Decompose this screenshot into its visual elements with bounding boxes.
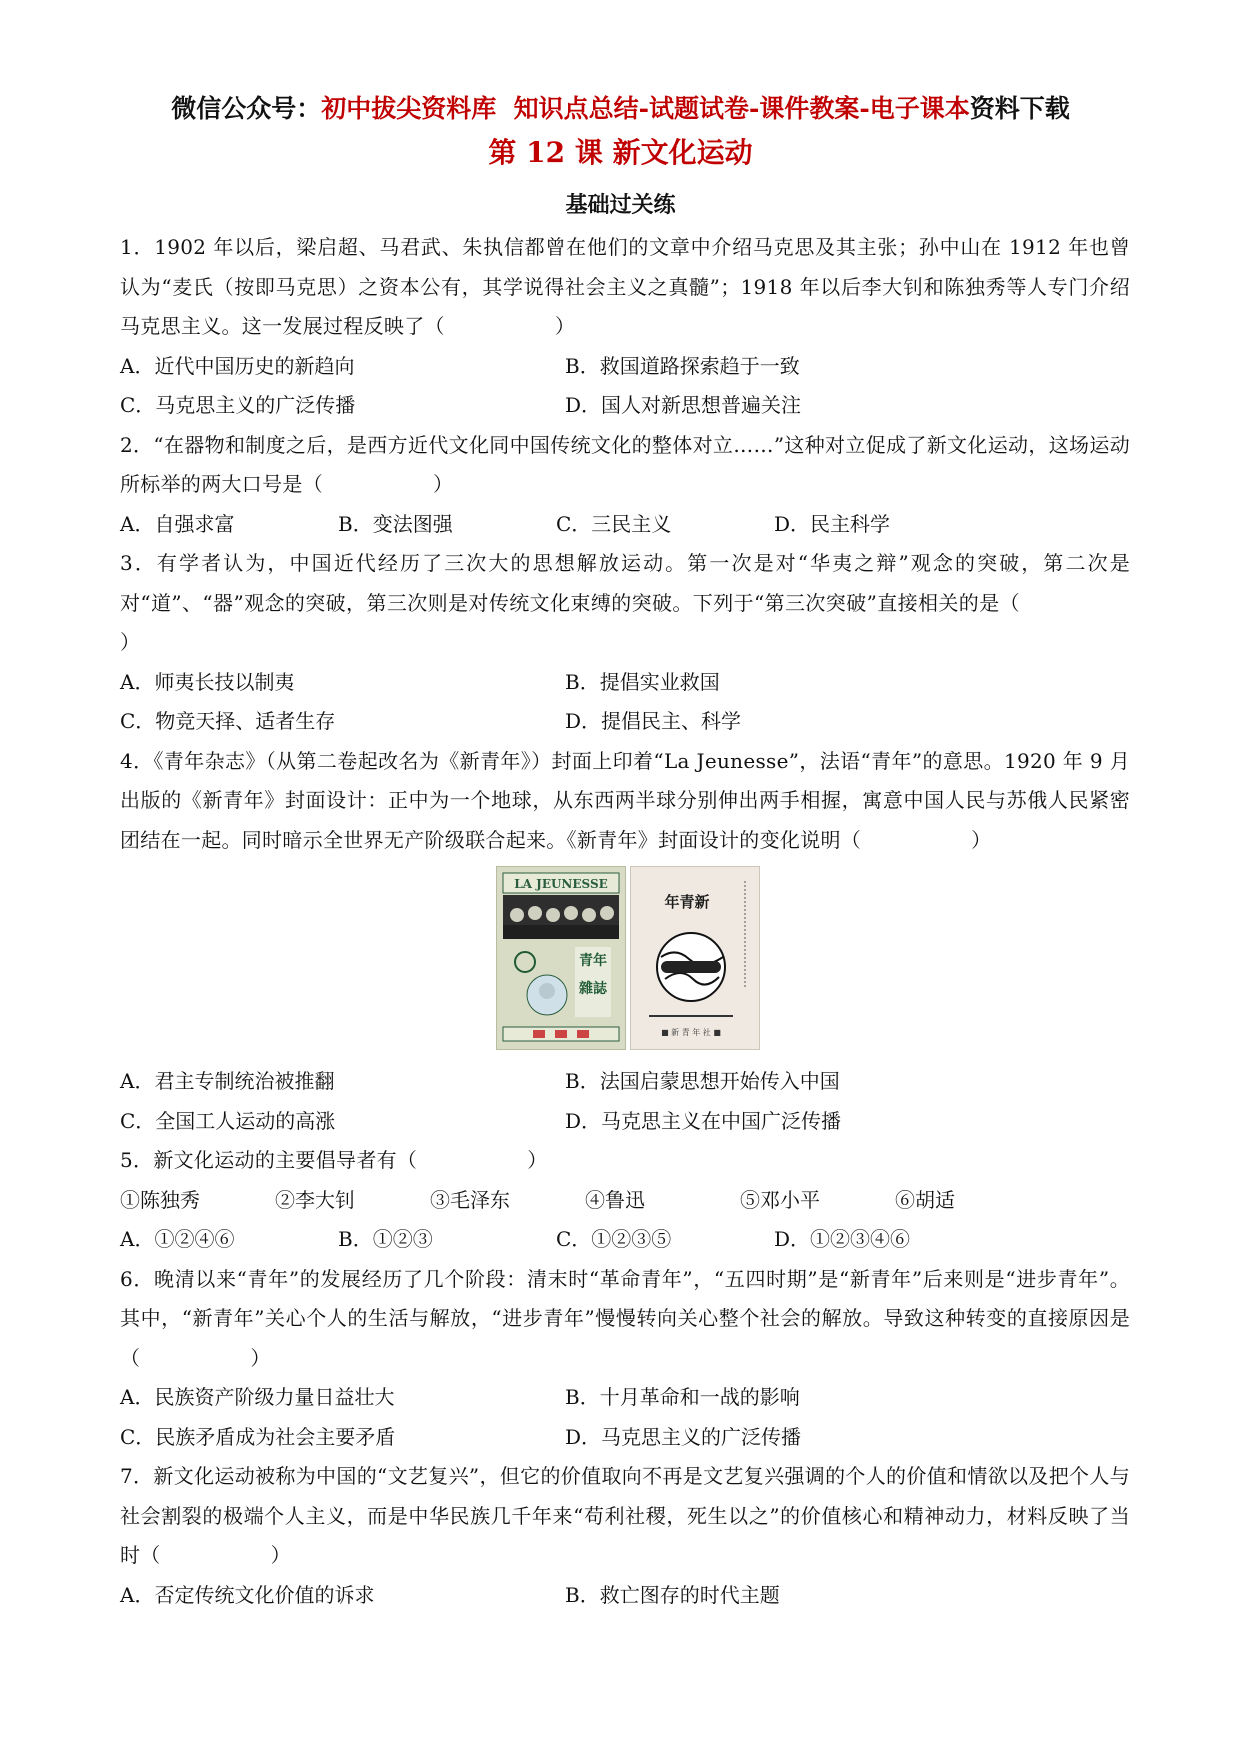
option-b[interactable]: B．救国道路探索趋于一致 <box>565 353 800 378</box>
cover2-title: 年青新 <box>664 893 710 911</box>
candidate-4: ④鲁迅 <box>585 1187 645 1212</box>
question-7-options <box>120 1576 1130 1616</box>
option-c[interactable]: C．马克思主义的广泛传播 <box>120 393 356 417</box>
page-header <box>0 92 1241 126</box>
question-1-options <box>120 347 1130 387</box>
question-6 <box>120 1260 1130 1379</box>
question-6-options-2 <box>120 1418 1130 1458</box>
header-tagline: 知识点总结-试题试卷-课件教案-电子课本 <box>513 94 970 123</box>
section-title: 基础过关练 <box>565 192 676 218</box>
option-b[interactable]: B．变法图强 <box>338 511 453 536</box>
svg-text:雜誌: 雜誌 <box>579 981 607 997</box>
option-c[interactable]: C．①②③⑤ <box>556 1227 672 1251</box>
question-1-close: ） <box>554 314 576 338</box>
youth-magazine-cover-drawing <box>497 867 625 1049</box>
question-3-stem: 3．有学者认为，中国近代经历了三次大的思想解放运动。第一次是对“华夷之辩”观念的突破，第二次是对“道”、“器”观念的突破，第三次则是对传统文化束缚的突破。下列于“第三次突破”直接相关的是（ <box>120 551 1130 615</box>
candidate-3: ③毛泽东 <box>430 1187 510 1212</box>
question-6-close: ） <box>250 1345 271 1370</box>
question-3 <box>120 544 1130 663</box>
option-b[interactable]: B．①②③ <box>338 1227 433 1251</box>
option-a[interactable]: A．民族资产阶级力量日益壮大 <box>120 1385 395 1409</box>
new-youth-cover-drawing <box>631 867 759 1049</box>
question-4-options-2 <box>120 1102 1130 1142</box>
question-5-close: ） <box>527 1148 548 1172</box>
question-3-options-2 <box>120 702 1130 742</box>
option-d[interactable]: D．提倡民主、科学 <box>565 709 742 733</box>
option-d[interactable]: D．国人对新思想普遍关注 <box>565 393 802 417</box>
option-a[interactable]: A．近代中国历史的新趋向 <box>120 353 355 378</box>
cover1-banner: LA JEUNESSE <box>514 877 608 891</box>
question-6-options <box>120 1378 1130 1418</box>
question-4-options <box>120 1062 1130 1102</box>
candidate-6: ⑥胡适 <box>895 1187 955 1212</box>
option-b[interactable]: B．提倡实业救国 <box>565 669 720 694</box>
lesson-title: 第 12 课 新文化运动 <box>488 136 753 169</box>
question-2-options <box>120 505 1130 545</box>
question-1-options-2 <box>120 386 1130 426</box>
option-c[interactable]: C．全国工人运动的高涨 <box>120 1108 336 1133</box>
question-1 <box>120 228 1130 347</box>
cover2-footer: ■ 新 青 年 社 ■ <box>661 1028 721 1037</box>
option-d[interactable]: D．①②③④⑥ <box>774 1227 911 1251</box>
question-4-stem: 4．《青年杂志》（从第二卷起改名为《新青年》）封面上印着“La Jeunesse”，法语“青年”的意思。1920 年 9 月出版的《新青年》封面设计：正中为一个地球，从东西两半球分别伸出两手相握，寓意中国人民与苏俄人民紧密团结在一起。同时暗示全世界无产阶级联合起来。《新青年》封面设计的变化说明（ <box>120 748 1130 852</box>
youth-magazine-cover-image <box>496 866 626 1050</box>
option-c[interactable]: C．民族矛盾成为社会主要矛盾 <box>120 1424 396 1449</box>
header-brand: 初中拔尖资料库 <box>321 94 497 123</box>
question-4 <box>120 742 1130 861</box>
svg-text:青年: 青年 <box>579 953 607 969</box>
question-6-stem: 6．晚清以来“青年”的发展经历了几个阶段：清末时“革命青年”，“五四时期”是“新青年”后来则是“进步青年”。其中，“新青年”关心个人的生活与解放，“进步青年”慢慢转向关心整个社会的解放。导致这种转变的直接原因是（ <box>120 1266 1130 1370</box>
question-5 <box>120 1141 1130 1181</box>
question-4-close: ） <box>971 827 992 852</box>
option-a[interactable]: A．君主专制统治被推翻 <box>120 1069 335 1093</box>
option-c[interactable]: C．物竞天择、适者生存 <box>120 709 336 733</box>
question-5-candidates <box>120 1181 1130 1221</box>
option-a[interactable]: A．自强求富 <box>120 511 235 536</box>
header-prefix: 微信公众号： <box>171 94 322 123</box>
option-c[interactable]: C．三民主义 <box>556 511 672 536</box>
option-a[interactable]: A．否定传统文化价值的诉求 <box>120 1582 375 1607</box>
option-d[interactable]: D．民主科学 <box>774 511 891 536</box>
question-3-options <box>120 663 1130 703</box>
question-2-close: ） <box>433 472 454 496</box>
question-5-options <box>120 1220 1130 1260</box>
header-suffix: 资料下载 <box>969 94 1070 123</box>
question-2-stem: 2．“在器物和制度之后，是西方近代文化同中国传统文化的整体对立……”这种对立促成了新文化运动，这场运动所标举的两大口号是（ <box>120 432 1130 496</box>
candidate-5: ⑤邓小平 <box>740 1187 820 1212</box>
option-d[interactable]: D．马克思主义的广泛传播 <box>565 1424 802 1449</box>
question-2 <box>120 426 1130 505</box>
option-a[interactable]: A．师夷长技以制夷 <box>120 669 295 694</box>
candidate-2: ②李大钊 <box>275 1187 355 1212</box>
question-5-stem: 5．新文化运动的主要倡导者有（ <box>120 1148 418 1172</box>
option-b[interactable]: B．救亡图存的时代主题 <box>565 1582 780 1607</box>
question-7 <box>120 1457 1130 1576</box>
option-a[interactable]: A．①②④⑥ <box>120 1227 235 1251</box>
option-d[interactable]: D．马克思主义在中国广泛传播 <box>565 1108 842 1133</box>
new-youth-cover-image <box>630 866 760 1050</box>
question-3-close: ） <box>120 630 141 654</box>
question-7-close: ） <box>270 1543 291 1567</box>
question-list <box>120 228 1130 1615</box>
question-1-stem: 1．1902 年以后，梁启超、马君武、朱执信都曾在他们的文章中介绍马克思及其主张；孙中山在 1912 年也曾认为“麦氏（按即马克思）之资本公有，其学说得社会主义之真髓”；1918 年以后李大钊和陈独秀等人专门介绍马克思主义。这一发展过程反映了（ <box>120 235 1130 338</box>
option-b[interactable]: B．十月革命和一战的影响 <box>565 1385 800 1409</box>
candidate-1: ①陈独秀 <box>120 1187 200 1212</box>
question-7-stem: 7．新文化运动被称为中国的“文艺复兴”，但它的价值取向不再是文艺复兴强调的个人的价值和情欲以及把个人与社会割裂的极端个人主义，而是中华民族几千年来“苟利社稷，死生以之”的价值核心和精神动力，材料反映了当时（ <box>120 1464 1130 1567</box>
magazine-covers <box>120 862 1130 1060</box>
option-b[interactable]: B．法国启蒙思想开始传入中国 <box>565 1069 840 1093</box>
